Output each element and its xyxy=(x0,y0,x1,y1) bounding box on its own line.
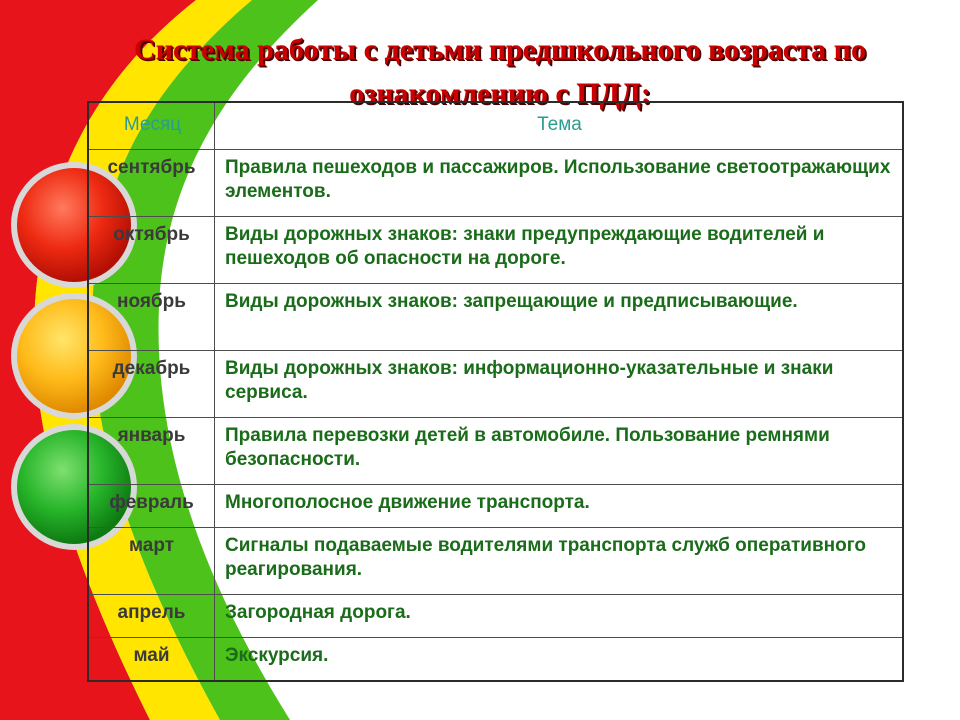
topic-cell: Загородная дорога. xyxy=(215,595,904,638)
topic-cell: Экскурсия. xyxy=(215,638,904,681)
table-row xyxy=(88,485,903,528)
month-cell: сентябрь xyxy=(88,150,215,217)
table-row xyxy=(88,418,903,485)
month-cell: ноябрь xyxy=(88,284,215,351)
topic-cell: Правила перевозки детей в автомобиле. Пользование ремнями безопасности. xyxy=(215,418,904,485)
month-cell: октябрь xyxy=(88,217,215,284)
topic-cell: Виды дорожных знаков: знаки предупреждающие водителей и пешеходов об опасности на дороге. xyxy=(215,217,904,284)
month-cell: январь xyxy=(88,418,215,485)
slide-title: Система работы с детьми предшкольного возраста по ознакомлению с ПДД: xyxy=(134,33,866,110)
month-cell: апрель xyxy=(88,595,215,638)
table-row xyxy=(88,351,903,418)
month-cell: декабрь xyxy=(88,351,215,418)
topic-cell: Сигналы подаваемые водителями транспорта служб оперативного реагирования. xyxy=(215,528,904,595)
topic-cell: Виды дорожных знаков: запрещающие и предписывающие. xyxy=(215,284,904,351)
topic-cell: Виды дорожных знаков: информационно-указательные и знаки сервиса. xyxy=(215,351,904,418)
topic-cell: Многополосное движение транспорта. xyxy=(215,485,904,528)
topic-cell: Правила пешеходов и пассажиров. Использование светоотражающих элементов. xyxy=(215,150,904,217)
table-row xyxy=(88,528,903,595)
month-cell: март xyxy=(88,528,215,595)
table-row xyxy=(88,150,903,217)
topics-table xyxy=(87,101,904,682)
topics-table-container xyxy=(87,101,904,679)
table-row xyxy=(88,284,903,351)
table-header-row xyxy=(88,102,903,150)
header-topic: Тема xyxy=(215,102,904,150)
header-month: Месяц xyxy=(88,102,215,150)
month-cell: февраль xyxy=(88,485,215,528)
table-row xyxy=(88,217,903,284)
table-row xyxy=(88,595,903,638)
table-row xyxy=(88,638,903,681)
month-cell: май xyxy=(88,638,215,681)
